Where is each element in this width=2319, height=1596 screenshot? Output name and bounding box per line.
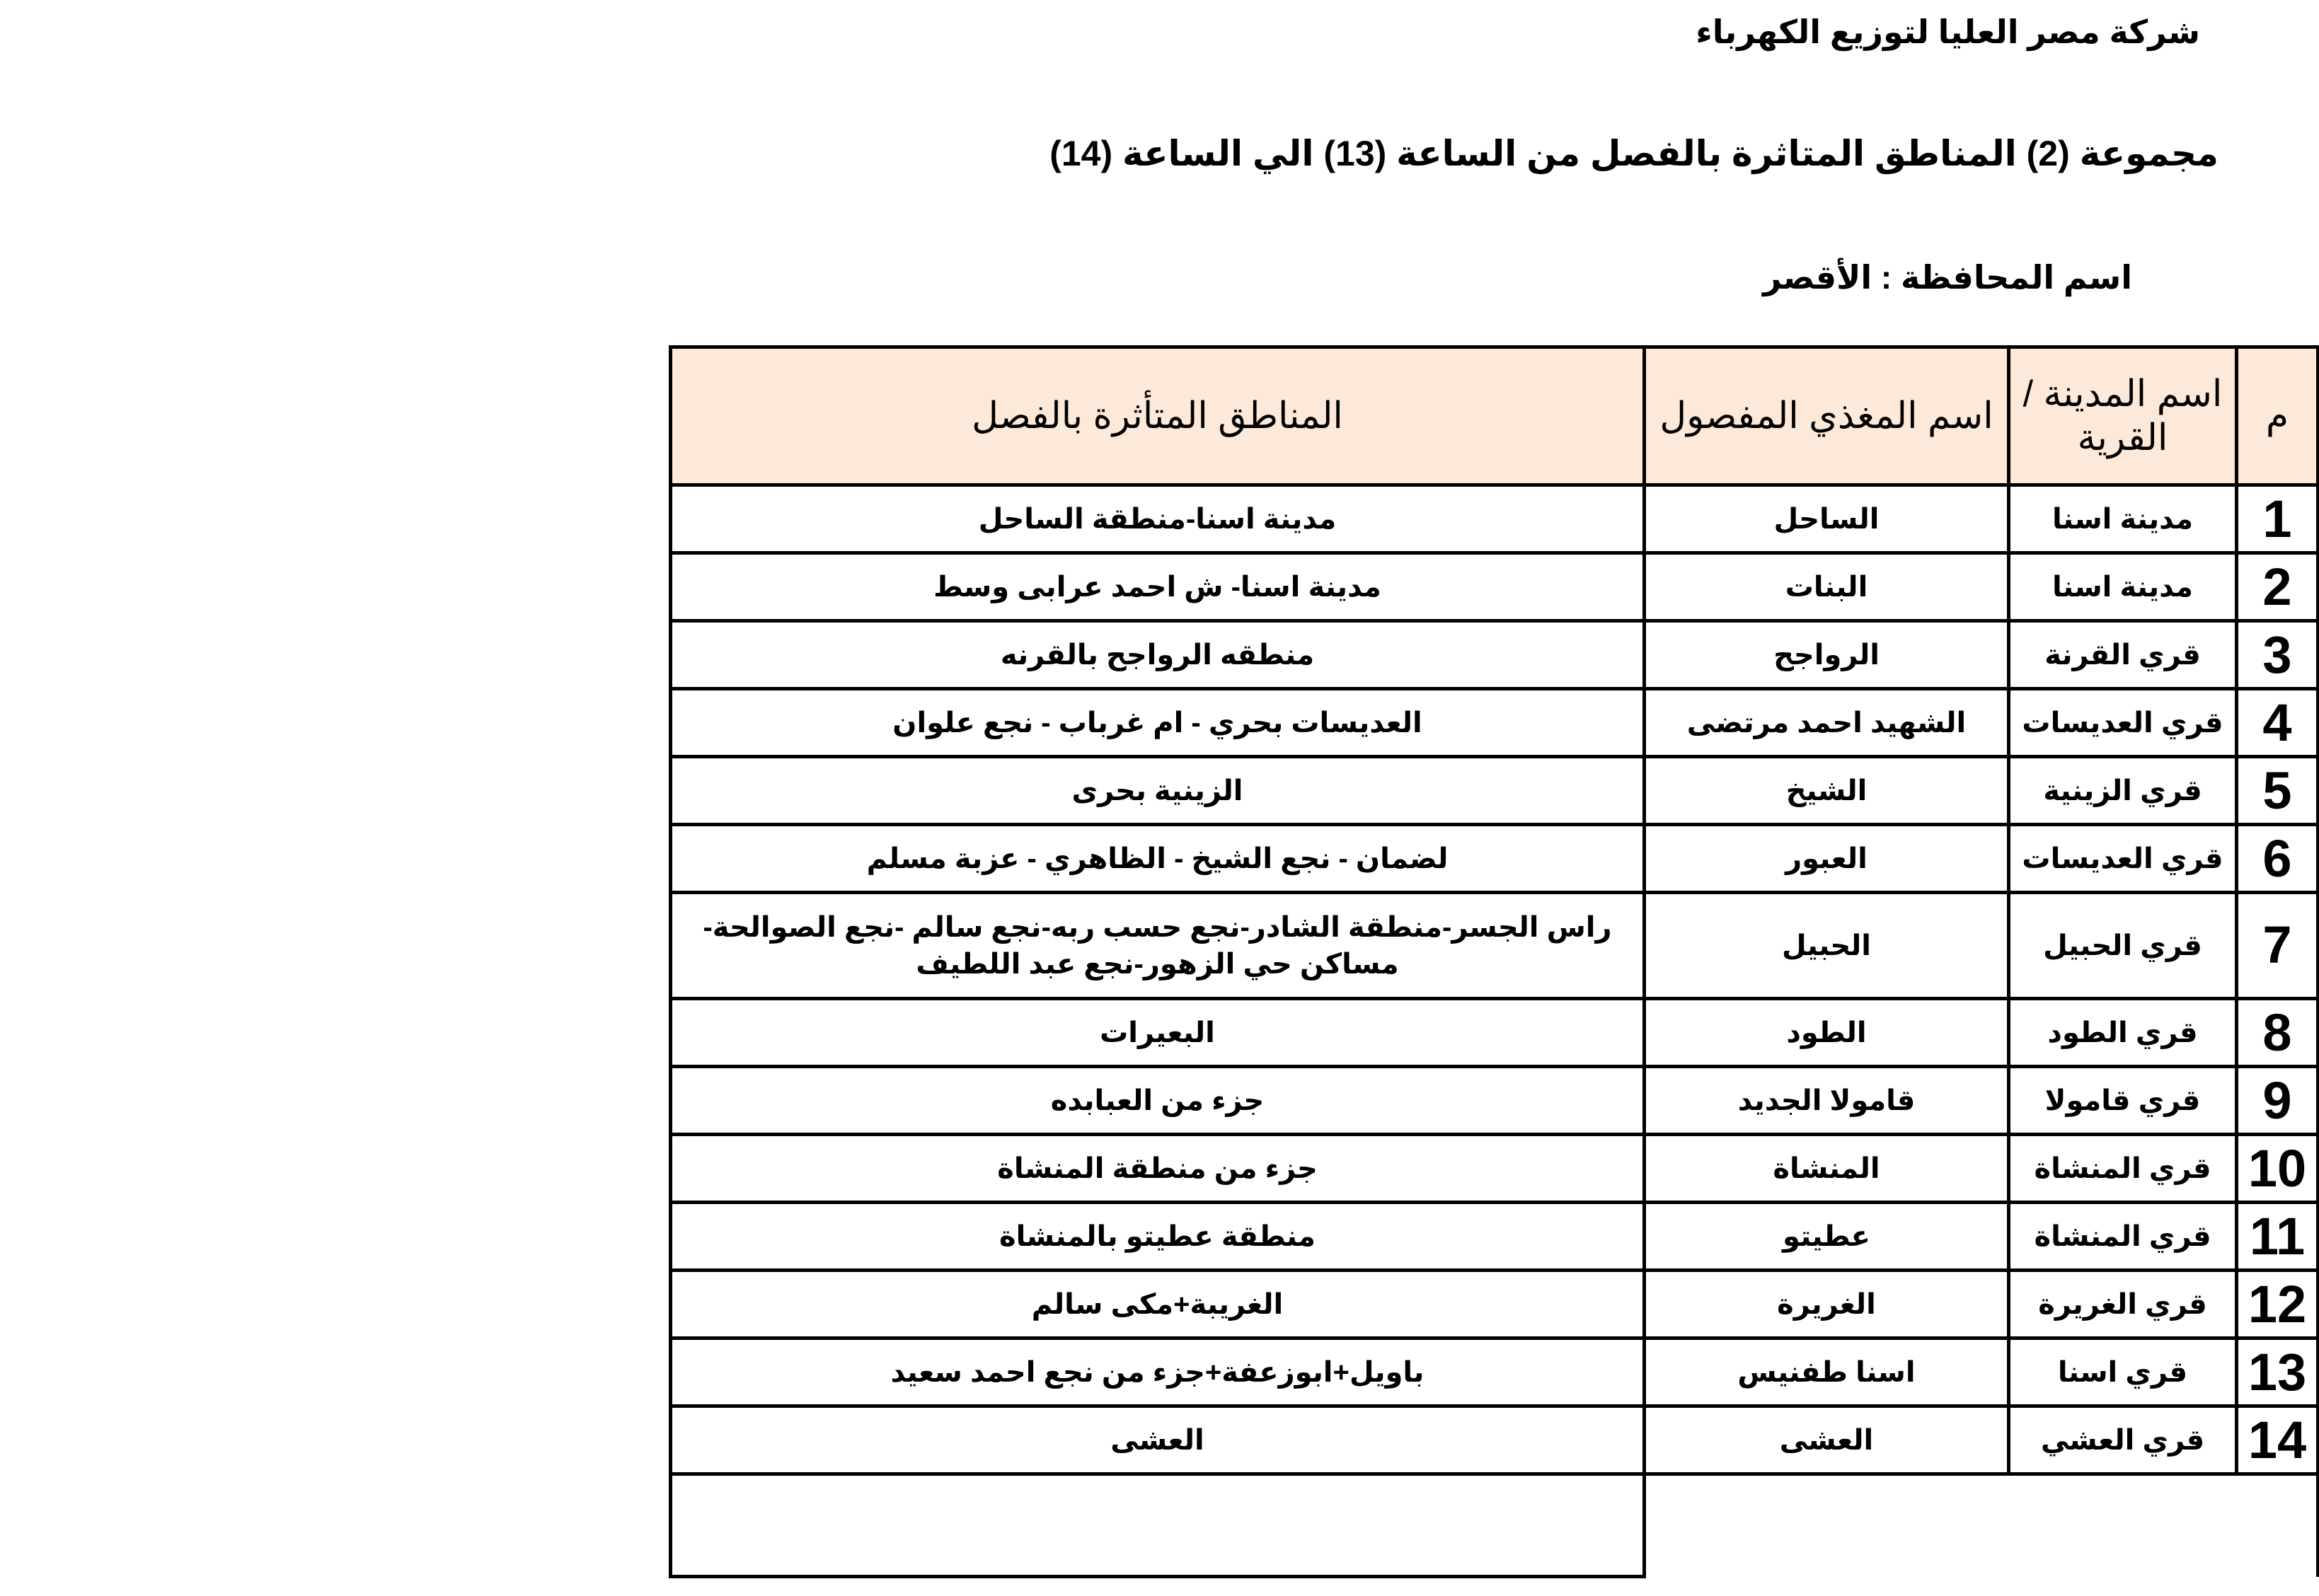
cell-num: 7 (2237, 893, 2318, 999)
table-row (671, 1271, 2318, 1338)
cell-feeder: البنات (1645, 553, 2009, 621)
empty-row (671, 1474, 2318, 1577)
cell-city: قري المنشاة (2009, 1135, 2237, 1203)
cell-city: قري الطود (2009, 999, 2237, 1067)
cell-areas: لضمان - نجع الشيخ - الظاهري - عزبة مسلم (671, 825, 1645, 893)
cell-feeder: الغريرة (1645, 1271, 2009, 1338)
cell-feeder: الطود (1645, 999, 2009, 1067)
table-row (671, 1067, 2318, 1135)
cell-areas: راس الجسر-منطقة الشادر-نجع حسب ربه-نجع سالم -نجع الصوالحة-مساكن حي الزهور-نجع عبد اللطيف (671, 893, 1645, 999)
cell-num: 6 (2237, 825, 2318, 893)
table-body (671, 485, 2318, 1577)
cell-feeder: اسنا طفنيس (1645, 1338, 2009, 1406)
cell-feeder: الشيخ (1645, 757, 2009, 825)
table-row (671, 999, 2318, 1067)
table-row (671, 689, 2318, 757)
cell-areas: باويل+ابوزعفة+جزء من نجع احمد سعيد (671, 1338, 1645, 1406)
cell-city: قري العديسات (2009, 825, 2237, 893)
cell-areas: الزينية بحرى (671, 757, 1645, 825)
governorate-label: اسم المحافظة : الأقصر (1763, 259, 2132, 296)
table-row (671, 757, 2318, 825)
cell-city: قري الزينية (2009, 757, 2237, 825)
cell-city: قري القرنة (2009, 621, 2237, 689)
cell-num: 5 (2237, 757, 2318, 825)
column-header-feeder: اسم المغذي المفصول (1645, 347, 2009, 485)
cell-num: 13 (2237, 1338, 2318, 1406)
cell-num: 14 (2237, 1406, 2318, 1474)
cell-num: 11 (2237, 1203, 2318, 1271)
table-row (671, 553, 2318, 621)
empty-cell (671, 1474, 1645, 1577)
cell-city: قري قامولا (2009, 1067, 2237, 1135)
cell-areas: منطقة عطيتو بالمنشاة (671, 1203, 1645, 1271)
cell-num: 10 (2237, 1135, 2318, 1203)
outage-table (669, 345, 2319, 1578)
cell-num: 8 (2237, 999, 2318, 1067)
table-row (671, 621, 2318, 689)
cell-feeder: العبور (1645, 825, 2009, 893)
cell-feeder: قامولا الجديد (1645, 1067, 2009, 1135)
cell-feeder: الساحل (1645, 485, 2009, 553)
cell-num: 4 (2237, 689, 2318, 757)
table-row (671, 1203, 2318, 1271)
cell-num: 3 (2237, 621, 2318, 689)
cell-areas: مدينة اسنا- ش احمد عرابى وسط (671, 553, 1645, 621)
table-row (671, 1338, 2318, 1406)
cell-num: 9 (2237, 1067, 2318, 1135)
cell-feeder: الرواجح (1645, 621, 2009, 689)
cell-feeder: المنشاة (1645, 1135, 2009, 1203)
cell-city: مدينة اسنا (2009, 553, 2237, 621)
cell-areas: جزء من العبابده (671, 1067, 1645, 1135)
table-row (671, 825, 2318, 893)
cell-areas: العشى (671, 1406, 1645, 1474)
table-row (671, 893, 2318, 999)
empty-cell (1645, 1474, 2318, 1577)
cell-areas: مدينة اسنا-منطقة الساحل (671, 485, 1645, 553)
table-row (671, 485, 2318, 553)
cell-areas: البعيرات (671, 999, 1645, 1067)
cell-areas: العديسات بحري - ام غرباب - نجع علوان (671, 689, 1645, 757)
table-row (671, 1406, 2318, 1474)
column-header-city: اسم المدينة / القرية (2009, 347, 2237, 485)
cell-areas: منطقه الرواجح بالقرنه (671, 621, 1645, 689)
cell-feeder: عطيتو (1645, 1203, 2009, 1271)
cell-areas: جزء من منطقة المنشاة (671, 1135, 1645, 1203)
cell-num: 12 (2237, 1271, 2318, 1338)
cell-city: قري العديسات (2009, 689, 2237, 757)
cell-num: 1 (2237, 485, 2318, 553)
column-header-num: م (2237, 347, 2318, 485)
cell-num: 2 (2237, 553, 2318, 621)
cell-city: قري العشي (2009, 1406, 2237, 1474)
cell-city: قري الحبيل (2009, 893, 2237, 999)
company-name: شركة مصر العليا لتوزيع الكهرباء (1696, 13, 2200, 50)
table-row (671, 1135, 2318, 1203)
group-title: مجموعة (2) المناطق المتاثرة بالفصل من الساعة (13) الي الساعة (14) (1049, 134, 2219, 173)
cell-city: قري الغريرة (2009, 1271, 2237, 1338)
cell-city: قري اسنا (2009, 1338, 2237, 1406)
cell-feeder: الحبيل (1645, 893, 2009, 999)
cell-feeder: العشى (1645, 1406, 2009, 1474)
cell-city: مدينة اسنا (2009, 485, 2237, 553)
table-header-row (671, 347, 2318, 485)
cell-areas: الغريبة+مكى سالم (671, 1271, 1645, 1338)
column-header-areas: المناطق المتأثرة بالفصل (671, 347, 1645, 485)
cell-city: قري المنشاة (2009, 1203, 2237, 1271)
cell-feeder: الشهيد احمد مرتضى (1645, 689, 2009, 757)
